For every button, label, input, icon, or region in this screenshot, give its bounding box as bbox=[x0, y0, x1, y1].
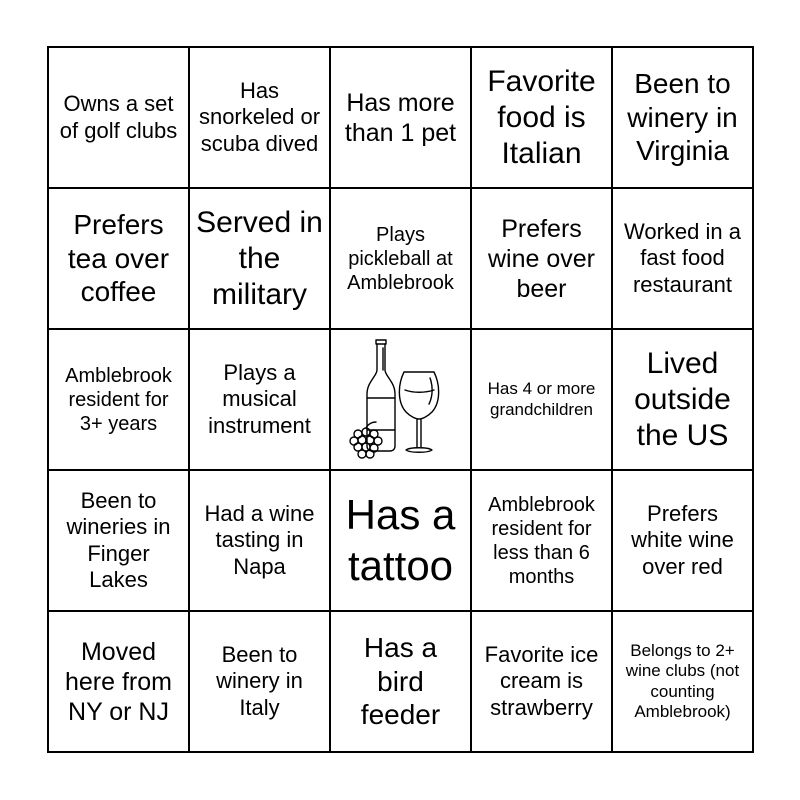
cell-text: Worked in a fast food restaurant bbox=[624, 218, 741, 297]
cell-text: Had a wine tasting in Napa bbox=[204, 500, 315, 579]
cell-text: Belongs to 2+ wine clubs (not counting Amblebrook) bbox=[625, 640, 740, 721]
cell-text: Prefers white wine over red bbox=[631, 500, 734, 579]
free-space-cell[interactable] bbox=[330, 329, 471, 470]
cell-text: Amblebrook resident for 3+ years bbox=[65, 364, 172, 435]
bingo-cell[interactable] bbox=[189, 47, 330, 188]
cell-text: Been to wineries in Finger Lakes bbox=[66, 487, 171, 592]
cell-text: Has snorkeled or scuba dived bbox=[198, 77, 321, 156]
bingo-board bbox=[47, 46, 754, 753]
cell-text: Prefers wine over beer bbox=[488, 214, 595, 303]
cell-text: Prefers tea over coffee bbox=[67, 209, 170, 308]
cell-text: Has more than 1 pet bbox=[344, 88, 457, 147]
bingo-cell[interactable] bbox=[189, 188, 330, 329]
bingo-cell[interactable] bbox=[330, 470, 471, 611]
bingo-cell[interactable] bbox=[612, 47, 753, 188]
bingo-cell[interactable] bbox=[612, 329, 753, 470]
bingo-cell[interactable] bbox=[48, 188, 189, 329]
cell-text: Favorite ice cream is strawberry bbox=[484, 641, 599, 720]
cell-text: Lived outside the US bbox=[634, 346, 731, 452]
bingo-cell[interactable] bbox=[189, 470, 330, 611]
bingo-cell[interactable] bbox=[189, 329, 330, 470]
bingo-cell[interactable] bbox=[471, 47, 612, 188]
bingo-cell[interactable] bbox=[48, 47, 189, 188]
bingo-cell[interactable] bbox=[471, 329, 612, 470]
cell-text: Been to winery in Virginia bbox=[627, 68, 738, 167]
bingo-cell[interactable] bbox=[471, 188, 612, 329]
cell-text: Has 4 or more grandchildren bbox=[487, 379, 596, 419]
bingo-cell[interactable] bbox=[330, 188, 471, 329]
cell-text: Been to winery in Italy bbox=[216, 641, 303, 720]
bingo-cell[interactable] bbox=[471, 611, 612, 752]
bingo-cell[interactable] bbox=[471, 470, 612, 611]
cell-text: Favorite food is Italian bbox=[487, 64, 596, 170]
cell-text: Plays pickleball at Amblebrook bbox=[347, 223, 454, 294]
wine-bottle-glass-grapes-icon bbox=[346, 334, 456, 464]
bingo-cell[interactable] bbox=[330, 47, 471, 188]
bingo-cell[interactable] bbox=[612, 470, 753, 611]
bingo-cell[interactable] bbox=[330, 611, 471, 752]
cell-text: Has a bird feeder bbox=[360, 632, 441, 731]
bingo-cell[interactable] bbox=[612, 611, 753, 752]
bingo-cell[interactable] bbox=[48, 329, 189, 470]
cell-text: Served in the military bbox=[196, 205, 323, 311]
cell-text: Amblebrook resident for less than 6 months bbox=[488, 493, 595, 588]
bingo-cell[interactable] bbox=[612, 188, 753, 329]
bingo-cell[interactable] bbox=[48, 470, 189, 611]
cell-text: Moved here from NY or NJ bbox=[65, 637, 172, 726]
cell-text: Plays a musical instrument bbox=[208, 359, 311, 438]
cell-text: Has a tattoo bbox=[345, 491, 456, 589]
bingo-cell[interactable] bbox=[48, 611, 189, 752]
cell-text: Owns a set of golf clubs bbox=[59, 91, 178, 143]
bingo-cell[interactable] bbox=[189, 611, 330, 752]
